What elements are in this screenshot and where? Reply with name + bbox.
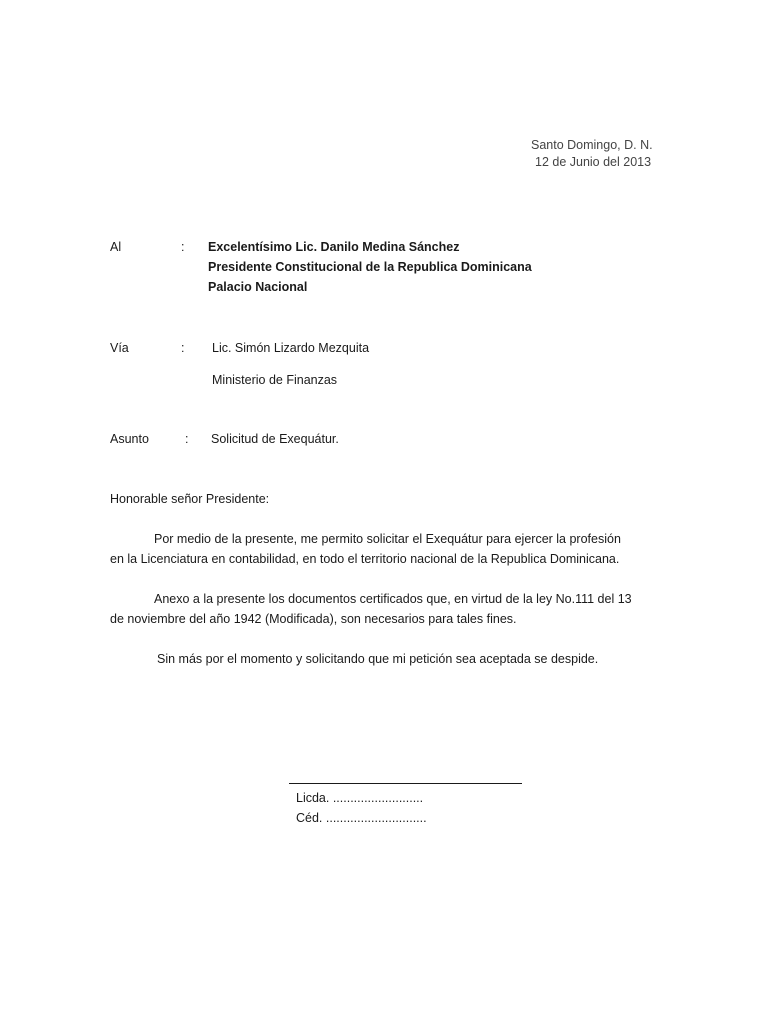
subject-text: Solicitud de Exequátur. bbox=[211, 432, 339, 446]
addressee-label: Al bbox=[110, 240, 122, 254]
paragraph-3-line-1: Sin más por el momento y solicitando que mi petición sea aceptada se despide. bbox=[157, 652, 599, 666]
addressee-colon: : bbox=[181, 240, 185, 254]
paragraph-1-line-1: Por medio de la presente, me permito solicitar el Exequátur para ejercer la profesión bbox=[154, 532, 621, 546]
signature-line bbox=[289, 783, 522, 784]
paragraph-2-line-2: de noviembre del año 1942 (Modificada), son necesarios para tales fines. bbox=[110, 612, 517, 626]
salutation: Honorable señor Presidente: bbox=[110, 492, 270, 506]
addressee-title: Presidente Constitucional de la Republica Dominicana bbox=[208, 260, 532, 274]
addressee-office: Palacio Nacional bbox=[208, 280, 308, 294]
paragraph-2-line-1: Anexo a la presente los documentos certificados que, en virtud de la ley No.111 del 13 bbox=[154, 592, 632, 606]
subject-colon: : bbox=[185, 432, 189, 446]
signature-name-line: Licda. .......................... bbox=[296, 791, 424, 805]
date-line: 12 de Junio del 2013 bbox=[535, 155, 652, 169]
paragraph-1-line-2: en la Licenciatura en contabilidad, en todo el territorio nacional de la Republica Dominicana. bbox=[110, 552, 620, 566]
via-name: Lic. Simón Lizardo Mezquita bbox=[212, 341, 370, 355]
addressee-name: Excelentísimo Lic. Danilo Medina Sánchez bbox=[208, 240, 460, 254]
place-line: Santo Domingo, D. N. bbox=[531, 138, 653, 152]
via-ministry: Ministerio de Finanzas bbox=[212, 373, 338, 387]
via-label: Vía bbox=[110, 341, 129, 355]
via-colon: : bbox=[181, 341, 185, 355]
subject-label: Asunto bbox=[110, 432, 149, 446]
signature-id-line: Céd. ............................. bbox=[296, 811, 427, 825]
